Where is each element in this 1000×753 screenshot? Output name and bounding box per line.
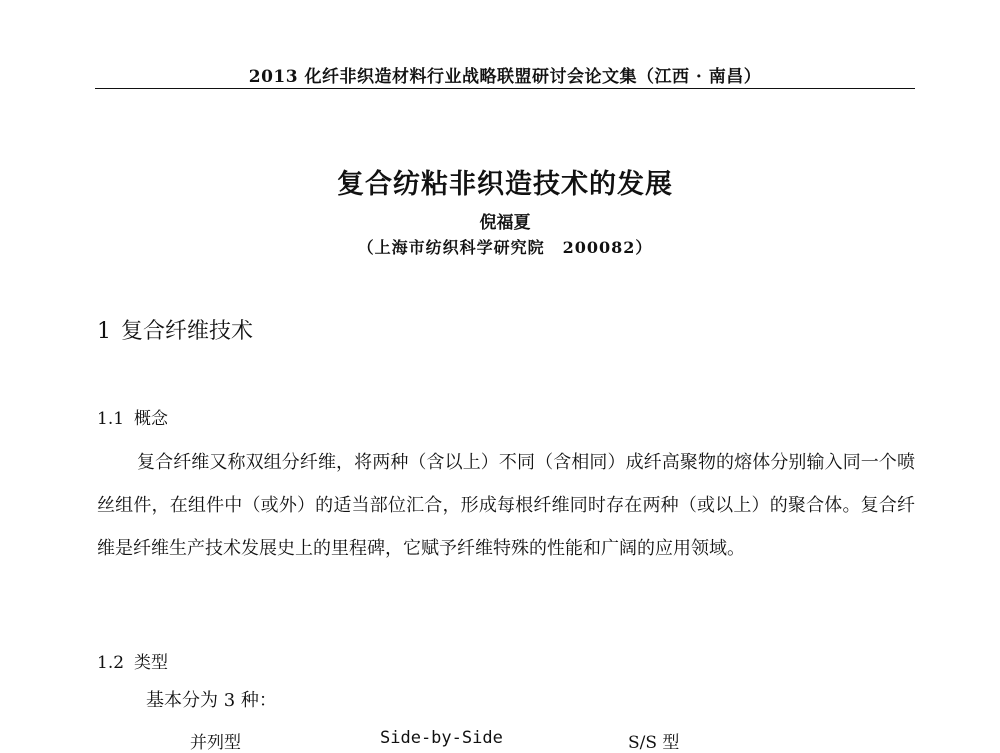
section-number: 1 (97, 319, 111, 344)
types-intro: 基本分为 3 种： (146, 690, 277, 711)
subsection-title: 类型 (134, 653, 169, 673)
subsection-number: 1.1 (97, 409, 125, 429)
concept-paragraph: 复合纤维又称双组分纤维，将两种（含以上）不同（含相同）成纤高聚物的熔体分别输入同一个喷丝组件，在组件中（或外）的适当部位汇合，形成每根纤维同时存在两种（或以上）的聚合体。复合纤维是纤维生产技术发展史上的里程碑，它赋予纤维特殊的性能和广阔的应用领域。 (97, 452, 915, 559)
types-row (0, 728, 1000, 753)
type-item: S/S 型 (628, 733, 680, 753)
header-rule (95, 88, 915, 89)
section-heading-1 (97, 314, 253, 345)
affiliation-name: （上海市纺织科学研究院 (357, 238, 545, 257)
subsection-heading-1-2 (97, 648, 168, 673)
article-author: 倪福夏 (479, 213, 531, 233)
type-item: 并列型 (190, 733, 241, 753)
subsection-title: 概念 (134, 409, 169, 429)
section-title: 复合纤维技术 (121, 319, 254, 344)
subsection-number: 1.2 (97, 653, 125, 673)
type-item: Side-by-Side (380, 728, 503, 748)
affiliation-postal-code: 200082） (562, 238, 653, 257)
article-affiliation (95, 235, 915, 258)
article-title: 复合纺粘非织造技术的发展 (337, 169, 673, 200)
running-header: 2013 化纤非织造材料行业战略联盟研讨会论文集（江西 · 南昌） (248, 67, 762, 87)
subsection-heading-1-1 (97, 404, 168, 429)
